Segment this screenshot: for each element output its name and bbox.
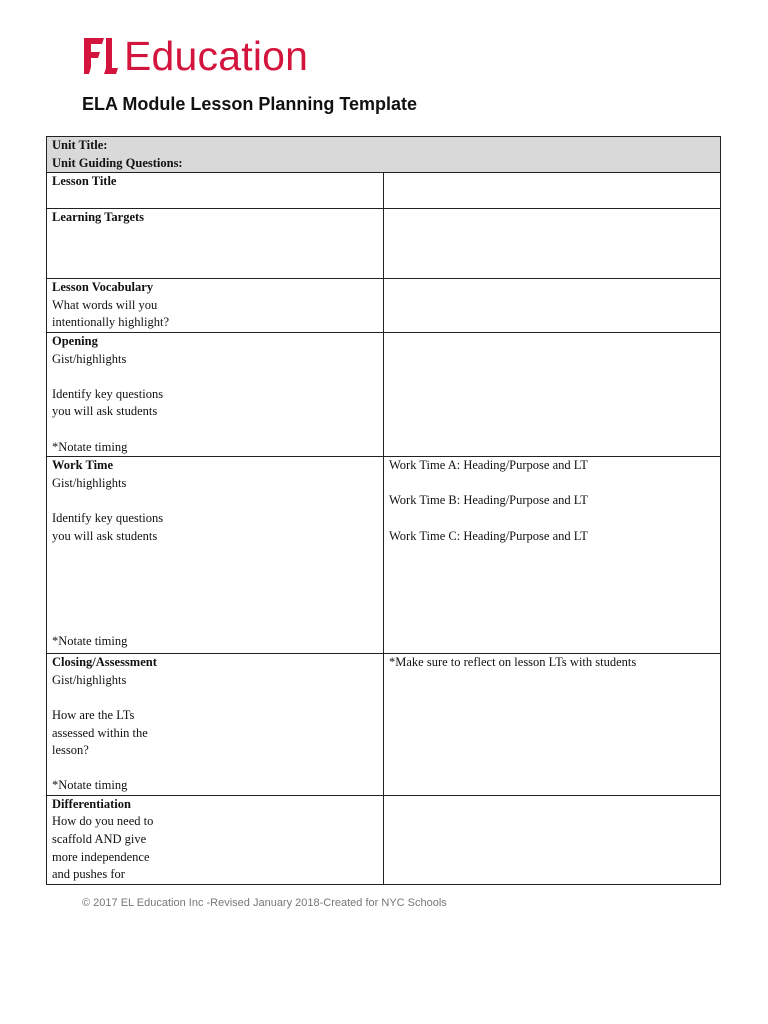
work-time-a-line: Work Time A: Heading/Purpose and LT	[389, 458, 588, 473]
row-prompt-line: you will ask students	[52, 528, 158, 543]
work-time-content-cell[interactable]	[384, 457, 721, 654]
row-title: Work Time	[52, 458, 114, 473]
unit-header-cell[interactable]	[47, 137, 721, 173]
row-prompt-line: you will ask students	[52, 404, 158, 419]
lesson-plan-table	[46, 136, 721, 885]
row-prompt-line: *Notate timing	[52, 439, 128, 454]
row-prompt-line: scaffold AND give	[52, 832, 147, 847]
el-education-logo	[80, 34, 308, 78]
opening-content-cell[interactable]	[384, 332, 721, 456]
table-row	[47, 654, 721, 796]
row-title: Lesson Vocabulary	[52, 280, 154, 295]
document-title: ELA Module Lesson Planning Template	[82, 94, 418, 114]
row-prompt-line: Gist/highlights	[52, 672, 127, 687]
unit-header-row	[47, 137, 721, 173]
work-time-c-line: Work Time C: Heading/Purpose and LT	[389, 528, 588, 543]
row-title: Differentiation	[52, 796, 131, 811]
el-logo-mark-icon	[80, 34, 120, 78]
closing-note-line: *Make sure to reflect on lesson LTs with students	[389, 655, 637, 670]
row-prompt-line: assessed within the	[52, 725, 148, 740]
lesson-vocabulary-label-cell	[47, 279, 384, 333]
work-time-label-cell	[47, 457, 384, 654]
closing-assessment-label-cell	[47, 654, 384, 796]
learning-targets-content-cell[interactable]	[384, 209, 721, 279]
row-prompt-line: *Notate timing	[52, 778, 128, 793]
table-row	[47, 209, 721, 279]
row-prompt-line: Gist/highlights	[52, 351, 127, 366]
opening-label-cell	[47, 332, 384, 456]
table-row	[47, 332, 721, 456]
lesson-title-content-cell[interactable]	[384, 173, 721, 209]
row-prompt-line: Gist/highlights	[52, 475, 127, 490]
unit-guiding-questions-label: Unit Guiding Questions:	[52, 155, 183, 170]
unit-title-label: Unit Title:	[52, 138, 108, 152]
row-title: Lesson Title	[52, 174, 117, 189]
learning-targets-label-cell	[47, 209, 384, 279]
row-prompt-line: How are the LTs	[52, 707, 135, 722]
row-prompt-line: more independence	[52, 849, 150, 864]
row-title: Closing/Assessment	[52, 655, 157, 670]
footer-copyright: © 2017 EL Education Inc -Revised January 2018-Created for NYC Schools	[82, 897, 447, 909]
lesson-vocabulary-content-cell[interactable]	[384, 279, 721, 333]
work-time-b-line: Work Time B: Heading/Purpose and LT	[389, 493, 588, 508]
differentiation-label-cell	[47, 795, 384, 884]
row-prompt-line: and pushes for	[52, 867, 125, 882]
differentiation-content-cell[interactable]	[384, 795, 721, 884]
table-row	[47, 279, 721, 333]
row-prompt-line: What words will you	[52, 297, 158, 312]
row-prompt-line: How do you need to	[52, 814, 154, 829]
table-row	[47, 173, 721, 209]
row-prompt-line: Identify key questions	[52, 386, 164, 401]
logo-wordmark: Education	[124, 33, 309, 79]
row-title: Opening	[52, 333, 98, 348]
row-prompt-line: intentionally highlight?	[52, 315, 169, 330]
row-title: Learning Targets	[52, 210, 145, 225]
row-prompt-line: Identify key questions	[52, 510, 164, 525]
closing-assessment-content-cell[interactable]	[384, 654, 721, 796]
row-prompt-line: lesson?	[52, 743, 89, 758]
row-prompt-line: *Notate timing	[52, 634, 128, 649]
lesson-title-label-cell	[47, 173, 384, 209]
table-row	[47, 795, 721, 884]
table-row	[47, 457, 721, 654]
